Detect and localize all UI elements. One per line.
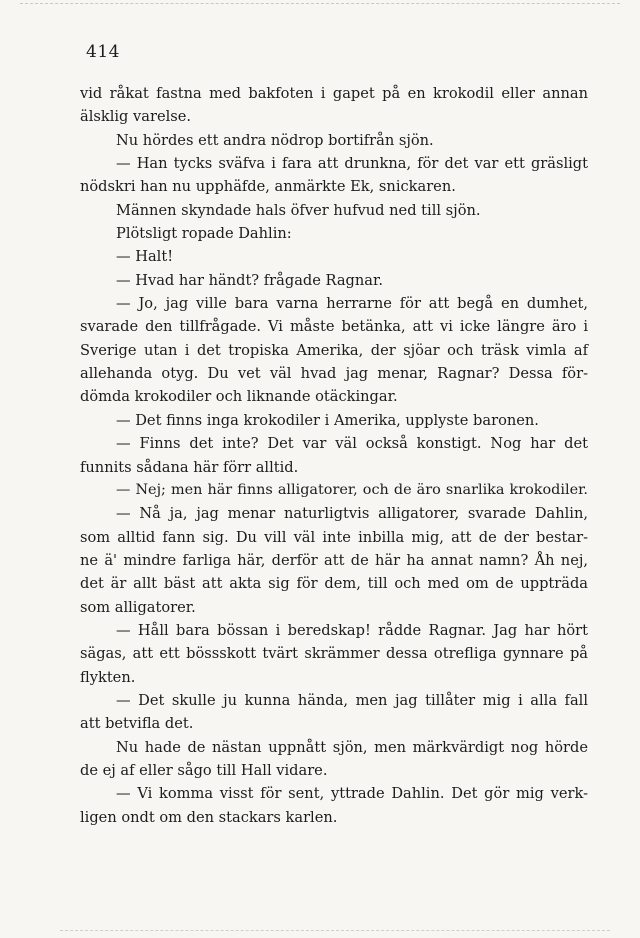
text-line: Sverige utan i det tropiska Amerika, der sjöar och träsk vimla af [80, 341, 588, 359]
text-line: älsklig varelse. [80, 108, 192, 126]
text-line: det är allt bäst att akta sig för dem, till och med om de uppträda [80, 575, 588, 593]
text-line: de ej af eller sågo till Hall vidare. [80, 761, 328, 779]
text-line: Plötsligt ropade Dahlin: [116, 225, 292, 243]
text-line: sägas, att ett bössskott tvärt skrämmer dessa otrefliga gynnare på [80, 645, 588, 663]
text-line: — Det finns inga krokodiler i Amerika, upplyste baronen. [116, 411, 539, 429]
text-line: — Håll bara bössan i beredskap! rådde Ragnar. Jag har hört [116, 621, 588, 639]
text-line: allehanda otyg. Du vet väl hvad jag menar, Ragnar? Dessa för- [80, 365, 588, 383]
text-line: som alligatorer. [80, 598, 196, 616]
text-line: dömda krokodiler och liknande otäckingar. [80, 388, 398, 406]
text-line: — Jo, jag ville bara varna herrarne för att begå en dumhet, [116, 295, 588, 313]
text-line: — Finns det inte? Det var väl också konstigt. Nog har det [116, 435, 588, 453]
text-line: att betvifla det. [80, 715, 194, 733]
text-line: — Nej; men här finns alligatorer, och de äro snarlika krokodiler. [116, 481, 588, 498]
text-line: Männen skyndade hals öfver hufvud ned till sjön. [116, 201, 481, 219]
text-line: — Halt! [116, 248, 174, 266]
text-line: — Det skulle ju kunna hända, men jag tillåter mig i alla fall [116, 691, 588, 709]
scan-edge-top [20, 3, 620, 5]
text-line: ne ä' mindre farliga här, derför att de här ha annat namn? Åh nej, [80, 551, 588, 569]
text-line: — Han tycks sväfva i fara att drunkna, för det var ett gräsligt [116, 155, 588, 173]
text-line: som alltid fann sig. Du vill väl inte inbilla mig, att de der bestar- [80, 528, 588, 546]
text-line: — Vi komma visst för sent, yttrade Dahlin. Det gör mig verk- [116, 785, 588, 803]
text-line: — Hvad har händt? frågade Ragnar. [116, 271, 383, 289]
text-line: Nu hade de nästan uppnått sjön, men märkvärdigt nog hörde [116, 738, 588, 756]
text-line: funnits sådana här förr alltid. [80, 458, 299, 476]
page-number: 414 [86, 42, 120, 62]
text-line: nödskri han nu upphäfde, anmärkte Ek, snickaren. [80, 178, 456, 196]
text-line: vid råkat fastna med bakfoten i gapet på en krokodil eller annan [80, 85, 588, 102]
text-line: flykten. [80, 668, 136, 686]
text-line: svarade den tillfrågade. Vi måste betänka, att vi icke längre äro i [80, 318, 588, 336]
text-line: Nu hördes ett andra nödrop bortifrån sjön. [116, 131, 434, 149]
scan-edge-bottom [60, 930, 610, 932]
text-line: ligen ondt om den stackars karlen. [80, 808, 338, 826]
text-line: — Nå ja, jag menar naturligtvis alligatorer, svarade Dahlin, [116, 505, 588, 523]
body-text [80, 82, 588, 829]
